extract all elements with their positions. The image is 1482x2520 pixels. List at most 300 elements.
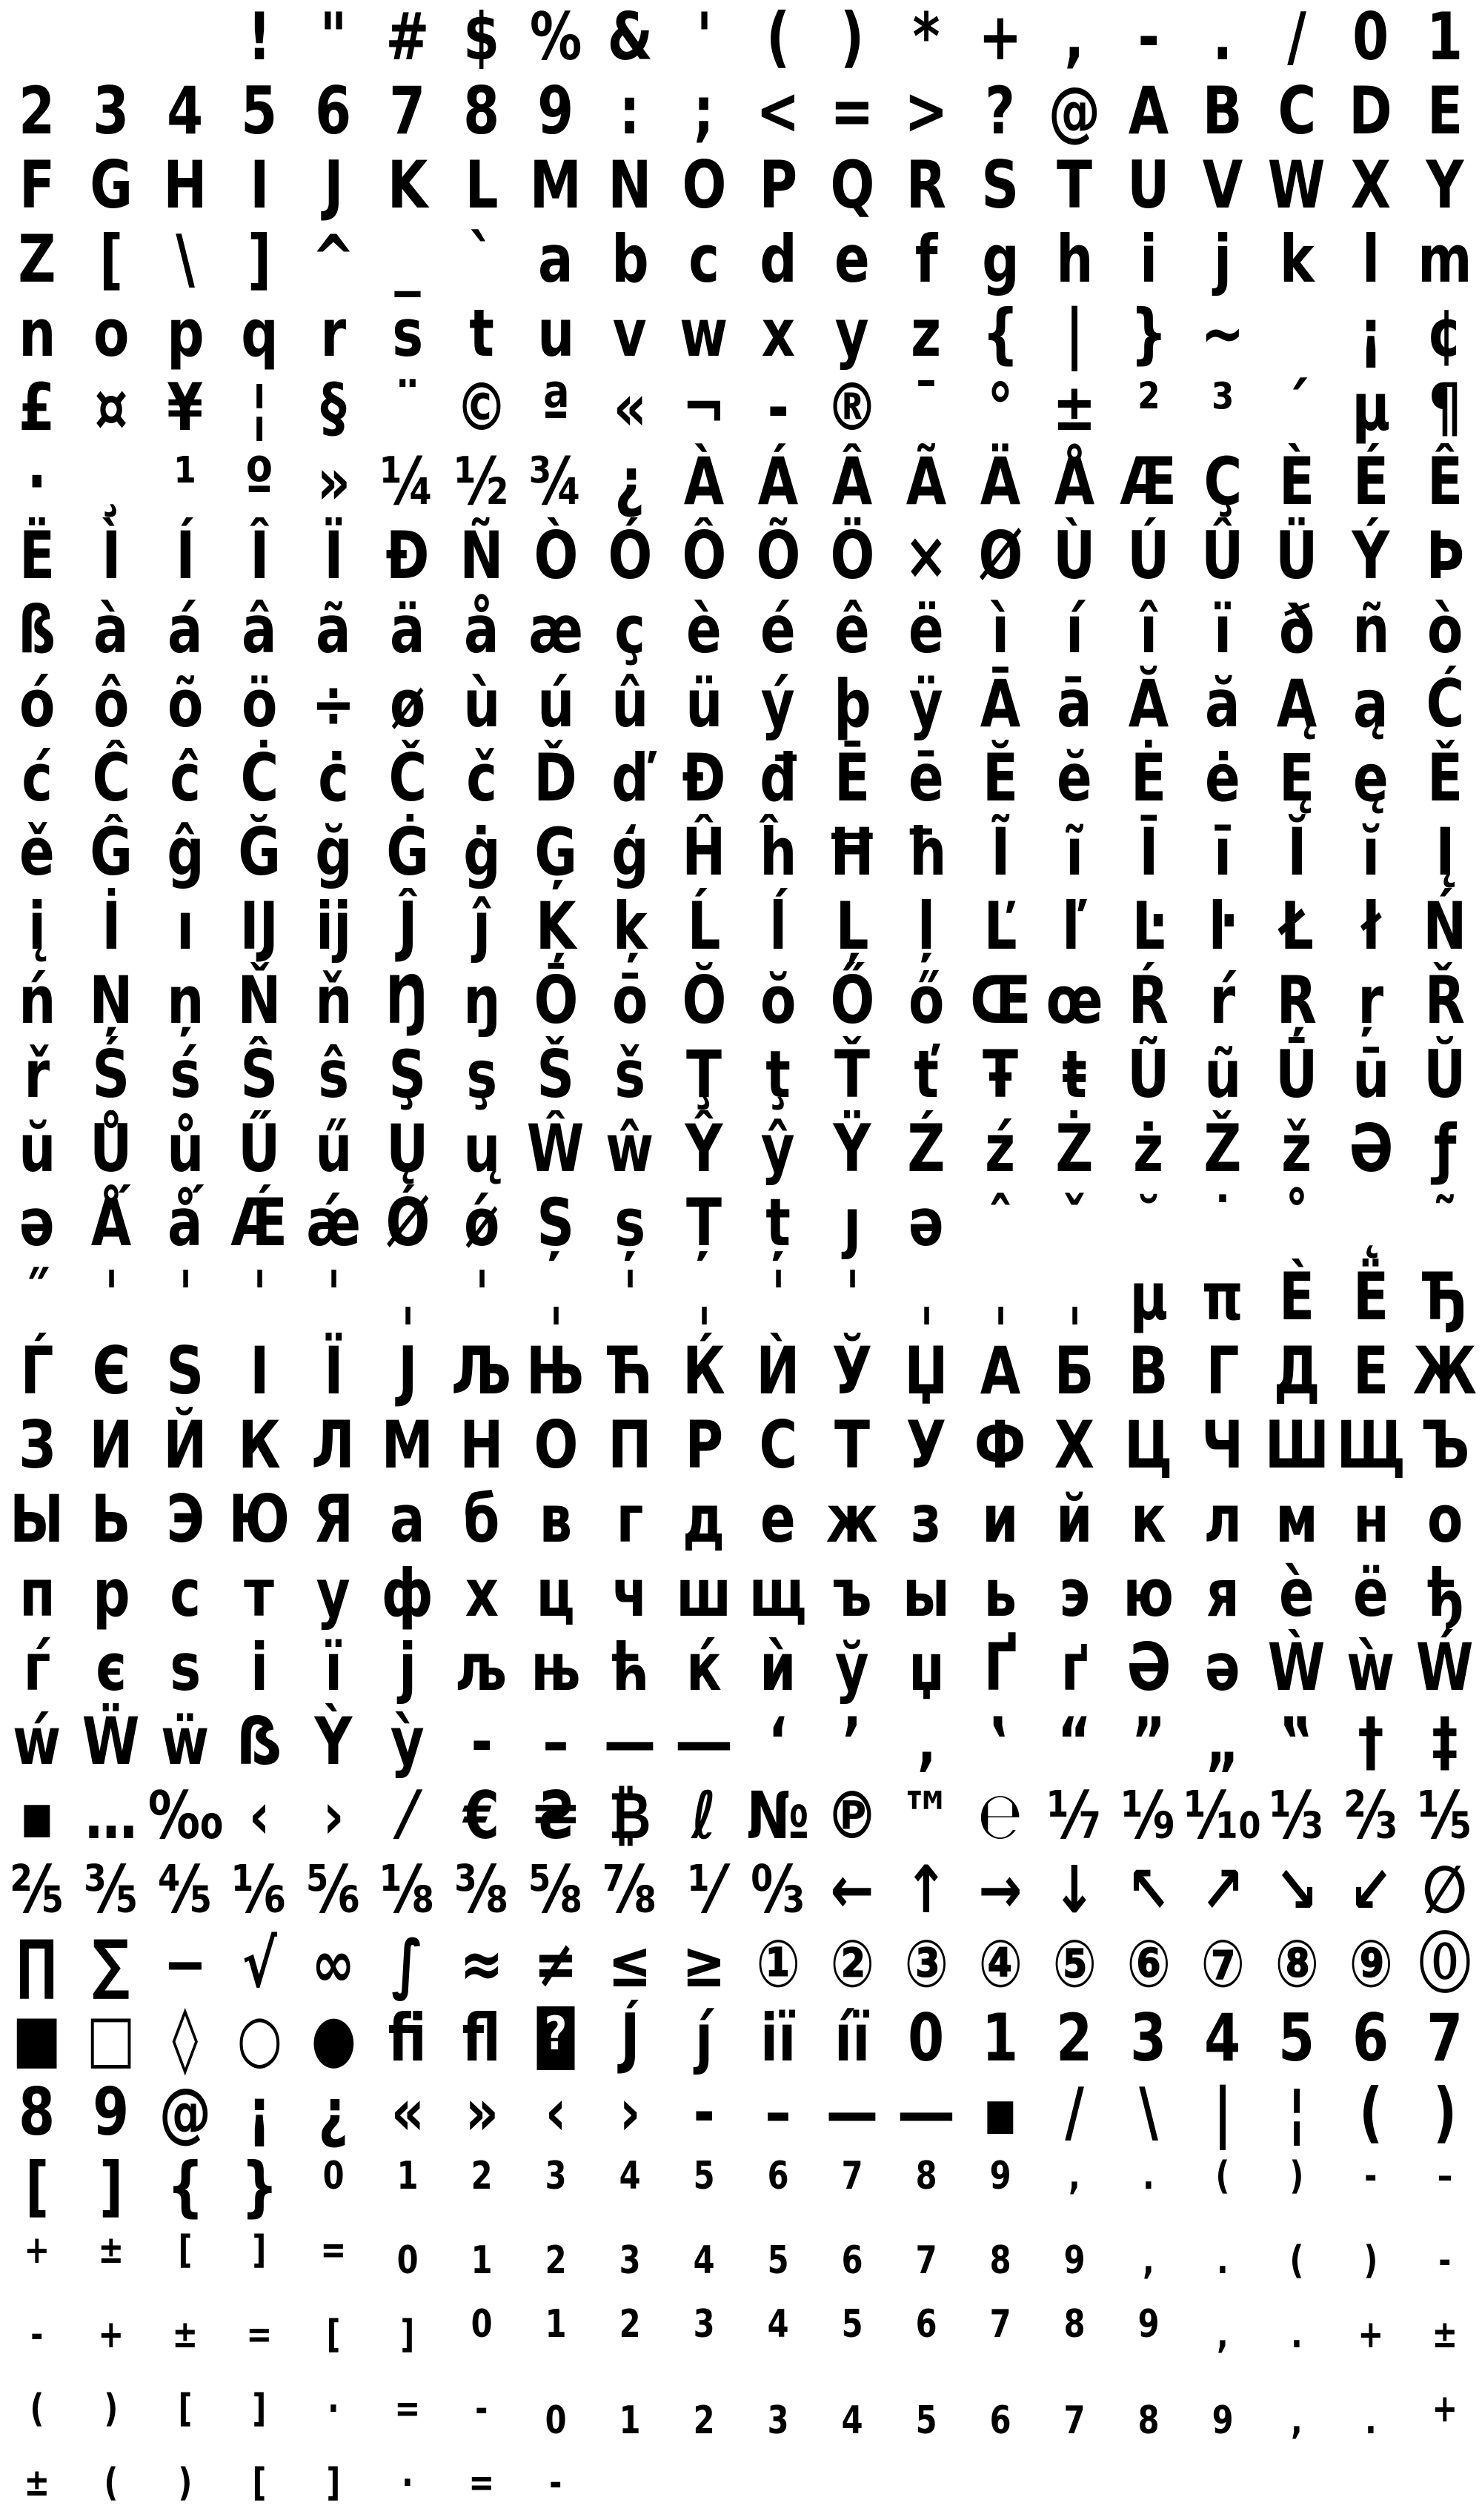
glyph-cell (1186, 1186, 1260, 1260)
glyph: с (170, 1555, 201, 1631)
glyph-cell (1260, 1556, 1334, 1631)
glyph-cell (519, 1631, 593, 1705)
glyph: Ė (1130, 740, 1167, 816)
glyph-cell (1037, 1705, 1112, 1779)
glyph-cell (741, 1186, 815, 1260)
glyph: Ż (1055, 1110, 1094, 1187)
glyph: Æ (1120, 443, 1177, 520)
glyph-cell (741, 1408, 815, 1482)
glyph: Ü (1275, 517, 1318, 594)
glyph: б (463, 1481, 500, 1557)
glyph: Љ (451, 1333, 512, 1409)
glyph-cell (1260, 371, 1334, 445)
glyph-cell (0, 1705, 74, 1779)
glyph: Д (1273, 1333, 1320, 1409)
glyph: € (463, 1777, 500, 1854)
glyph-cell (815, 2149, 889, 2224)
glyph: 3 (93, 73, 130, 149)
glyph: ũ (1203, 1036, 1242, 1113)
glyph-cell (519, 2075, 593, 2149)
glyph: ž (1281, 1110, 1312, 1187)
glyph: 4 (167, 73, 204, 149)
glyph-cell (593, 2446, 667, 2520)
glyph: 7 (389, 73, 426, 149)
glyph: ẁ (1346, 1629, 1395, 1705)
glyph-cell (741, 74, 815, 148)
glyph-cell (815, 148, 889, 222)
glyph: ˜ (1432, 1184, 1458, 1261)
glyph: ќ (686, 1629, 722, 1705)
glyph-cell (222, 1334, 296, 1408)
glyph-cell (1334, 2298, 1408, 2372)
glyph: 5 (767, 2238, 789, 2283)
glyph-cell (1334, 0, 1408, 74)
glyph-cell (889, 519, 963, 593)
glyph: [ (24, 2148, 50, 2224)
glyph: ŷ (761, 1110, 795, 1187)
glyph: ○ (236, 2000, 282, 2076)
glyph-cell (741, 1112, 815, 1186)
glyph: ÷ (311, 666, 356, 742)
glyph-cell (593, 815, 667, 889)
glyph: ^ (311, 221, 356, 297)
glyph-cell (1408, 593, 1482, 667)
glyph-cell (445, 593, 519, 667)
glyph: ė (1205, 740, 1240, 816)
glyph-cell (1408, 1631, 1482, 1705)
glyph: ÿ (909, 666, 943, 742)
glyph-cell (593, 2075, 667, 2149)
glyph: · (27, 443, 47, 520)
glyph-cell (963, 148, 1037, 222)
glyph: ¦ (1287, 2074, 1306, 2150)
glyph-cell (222, 2224, 296, 2298)
glyph-cell (815, 445, 889, 519)
glyph: ó (19, 666, 56, 742)
glyph-cell (593, 2001, 667, 2075)
glyph: ł (1360, 888, 1381, 964)
glyph: Б (1054, 1333, 1094, 1409)
glyph-cell (815, 1705, 889, 1779)
glyph: ŋ (462, 962, 501, 1038)
glyph-cell (222, 815, 296, 889)
glyph: Ł (1280, 888, 1314, 964)
glyph-cell (963, 519, 1037, 593)
glyph-cell (1112, 1927, 1186, 2001)
glyph: Ÿ (833, 1110, 871, 1187)
glyph-cell (1334, 1631, 1408, 1705)
glyph-cell (1408, 296, 1482, 371)
glyph-cell (519, 1482, 593, 1556)
glyph-cell (1260, 2075, 1334, 2149)
glyph-cell (1334, 1927, 1408, 2001)
glyph-cell (0, 74, 74, 148)
glyph-cell (889, 371, 963, 445)
glyph: ĭ (1361, 814, 1380, 890)
glyph-cell (1186, 741, 1260, 815)
glyph: ¾ (528, 443, 583, 520)
glyph: R (906, 147, 947, 223)
glyph-cell (1408, 0, 1482, 74)
glyph: ¸ (98, 443, 124, 520)
glyph-cell (296, 2075, 370, 2149)
glyph-cell (445, 2001, 519, 2075)
glyph-cell (815, 2224, 889, 2298)
glyph: Ğ (238, 814, 281, 890)
glyph: – (542, 1703, 569, 1780)
glyph: ↘ (1275, 1851, 1319, 1928)
glyph: г (616, 1481, 644, 1557)
glyph-cell (889, 1779, 963, 1853)
glyph-cell (370, 2001, 445, 2075)
glyph: ℓ (691, 1777, 717, 1854)
glyph-cell (74, 222, 148, 296)
glyph-cell (593, 964, 667, 1038)
glyph: ? (985, 73, 1016, 149)
glyph: Ŋ (385, 962, 430, 1038)
glyph: Ą (1276, 666, 1317, 742)
glyph-cell (1112, 1779, 1186, 1853)
glyph: ї (324, 1629, 343, 1705)
glyph-cell (1408, 964, 1482, 1038)
glyph: ˌ (918, 1259, 934, 1335)
glyph-cell (370, 1038, 445, 1112)
glyph: ș (614, 1184, 645, 1261)
glyph-cell (963, 2298, 1037, 2372)
glyph-cell (296, 74, 370, 148)
glyph: Ǽ (230, 1184, 288, 1261)
glyph-cell (148, 2149, 222, 2224)
glyph: C (1277, 73, 1316, 149)
glyph: z (911, 295, 942, 371)
glyph: ⑨ (1349, 1926, 1393, 2002)
glyph: ¦ (250, 369, 269, 445)
glyph-cell (815, 1038, 889, 1112)
glyph-cell (1037, 1631, 1112, 1705)
glyph: Г (1206, 1333, 1240, 1409)
glyph: ‘ (768, 1703, 788, 1780)
glyph: ⅝ (528, 1851, 583, 1928)
glyph: в (539, 1481, 573, 1557)
glyph-cell (296, 2446, 370, 2520)
glyph-cell (667, 2298, 741, 2372)
glyph-cell (1408, 1853, 1482, 1927)
glyph: 5 (241, 73, 278, 149)
glyph-cell (445, 1556, 519, 1631)
glyph: ] (326, 2461, 341, 2505)
glyph-cell (815, 1260, 889, 1334)
glyph-cell (74, 667, 148, 741)
glyph: û (611, 666, 649, 742)
glyph: ǿ (463, 1184, 500, 1261)
glyph: È (1278, 443, 1315, 520)
glyph-cell (815, 296, 889, 371)
glyph: ˌ (548, 1259, 564, 1335)
glyph: ¯ (913, 369, 940, 445)
glyph: â (242, 591, 277, 668)
glyph-cell (815, 741, 889, 815)
glyph: ™ (900, 1777, 953, 1854)
glyph: ˈ (251, 1259, 268, 1335)
glyph: Ó (608, 517, 652, 594)
glyph-cell (667, 371, 741, 445)
glyph-cell (222, 2446, 296, 2520)
glyph: А (980, 1333, 1021, 1409)
glyph: ¶ (1428, 369, 1462, 445)
glyph-cell (1334, 1186, 1408, 1260)
glyph-cell (1186, 1260, 1260, 1334)
glyph: å (464, 591, 499, 668)
glyph: 7 (1426, 2000, 1463, 2076)
glyph: k (1279, 221, 1315, 297)
glyph-cell (0, 1482, 74, 1556)
glyph: 5 (693, 2154, 715, 2198)
glyph-cell (1112, 1038, 1186, 1112)
glyph: ķ (612, 888, 648, 964)
glyph-cell (1112, 148, 1186, 222)
glyph: ℗ (825, 1777, 879, 1854)
glyph: ƒ (1433, 1110, 1457, 1187)
glyph: ˘ (1135, 1184, 1162, 1261)
glyph: „ (1205, 1703, 1240, 1780)
glyph-cell (815, 667, 889, 741)
glyph-cell (222, 1853, 296, 1927)
glyph-cell (519, 222, 593, 296)
glyph: ȷ (843, 1184, 862, 1261)
glyph-cell (1260, 2224, 1334, 2298)
glyph-cell (593, 1186, 667, 1260)
glyph-cell (519, 964, 593, 1038)
glyph-cell (148, 1927, 222, 2001)
glyph-cell (889, 1853, 963, 1927)
glyph-cell (1260, 889, 1334, 964)
glyph-cell (889, 2075, 963, 2149)
glyph: Ř (1424, 962, 1466, 1038)
glyph-cell (593, 2372, 667, 2446)
glyph-cell (445, 296, 519, 371)
glyph-cell (148, 2372, 222, 2446)
glyph: Ž (1203, 1110, 1242, 1187)
glyph-cell (1186, 2224, 1260, 2298)
glyph: à (93, 591, 129, 668)
glyph-cell (889, 2372, 963, 2446)
glyph: ә (1205, 1629, 1240, 1705)
glyph-cell (445, 889, 519, 964)
glyph-cell (74, 74, 148, 148)
glyph-cell (963, 445, 1037, 519)
glyph: ] (99, 2148, 124, 2224)
glyph: \ (1139, 2074, 1158, 2150)
glyph: ] (252, 2228, 267, 2272)
glyph-cell (519, 1927, 593, 2001)
glyph-cell (1334, 1334, 1408, 1408)
glyph: ы (903, 1555, 950, 1631)
glyph-cell (1260, 1705, 1334, 1779)
glyph-cell (593, 1705, 667, 1779)
glyph-cell (1334, 741, 1408, 815)
glyph: ȷ́ (694, 2000, 714, 2076)
glyph: ⅜ (454, 1851, 509, 1928)
glyph-cell (1037, 0, 1112, 74)
glyph: ] (247, 221, 272, 297)
glyph: Y (1426, 147, 1464, 223)
glyph: d (759, 221, 797, 297)
glyph-cell (296, 1779, 370, 1853)
glyph-cell (815, 2298, 889, 2372)
glyph: ľ (1062, 888, 1087, 964)
glyph: ő (908, 962, 945, 1038)
glyph: I (249, 147, 270, 223)
glyph-cell (1112, 222, 1186, 296)
glyph-cell (889, 1556, 963, 1631)
glyph-cell (889, 1038, 963, 1112)
glyph: ĺ (768, 888, 788, 964)
glyph-cell (1334, 296, 1408, 371)
glyph: m (1418, 221, 1472, 297)
glyph-cell (0, 2001, 74, 2075)
glyph: ō (611, 962, 648, 1038)
glyph: Ц (1124, 1407, 1173, 1483)
glyph: Ş (388, 1036, 427, 1113)
glyph-cell (296, 371, 370, 445)
glyph-cell (74, 1927, 148, 2001)
glyph: + (98, 2312, 124, 2357)
glyph: 6 (767, 2154, 789, 2198)
glyph: @ (159, 2074, 212, 2150)
glyph-cell (1112, 964, 1186, 1038)
glyph-cell (1112, 1705, 1186, 1779)
glyph-cell (370, 1334, 445, 1408)
glyph-cell (963, 1556, 1037, 1631)
glyph-cell (1408, 2075, 1482, 2149)
glyph-cell (889, 964, 963, 1038)
glyph-cell (519, 593, 593, 667)
glyph-cell (370, 815, 445, 889)
glyph-cell (519, 1705, 593, 1779)
glyph: Т (834, 1407, 871, 1483)
glyph-cell (370, 889, 445, 964)
glyph: F (19, 147, 56, 223)
glyph: 0 (471, 2302, 493, 2347)
glyph-cell (1037, 1112, 1112, 1186)
glyph-cell (74, 1482, 148, 1556)
glyph: Ì (101, 517, 122, 594)
glyph-cell (74, 741, 148, 815)
glyph-cell (667, 815, 741, 889)
glyph-cell (74, 371, 148, 445)
glyph-cell (667, 741, 741, 815)
glyph: [ (178, 2387, 193, 2431)
glyph-cell (741, 1853, 815, 1927)
glyph-cell (0, 0, 74, 74)
glyph: « (613, 369, 647, 445)
glyph-cell (370, 1408, 445, 1482)
glyph: Ę (1278, 740, 1315, 816)
glyph: ń (18, 962, 56, 1038)
glyph-cell (445, 1853, 519, 1927)
glyph: ³ (1211, 369, 1235, 445)
glyph-cell (74, 2224, 148, 2298)
glyph-cell (1260, 445, 1334, 519)
glyph-cell (1408, 1112, 1482, 1186)
glyph: ě (19, 814, 55, 890)
glyph: ī (1213, 814, 1232, 890)
glyph: С (759, 1407, 797, 1483)
glyph-cell (1334, 2075, 1408, 2149)
glyph-cell (1408, 222, 1482, 296)
glyph: İ (101, 888, 122, 964)
glyph-cell (1260, 1853, 1334, 1927)
glyph: ½ (454, 443, 509, 520)
glyph-cell (667, 1112, 741, 1186)
glyph: 0 (908, 2000, 945, 2076)
glyph-cell (1260, 2372, 1334, 2446)
glyph-cell (445, 1260, 519, 1334)
glyph-cell (593, 0, 667, 74)
glyph-cell (1334, 222, 1408, 296)
glyph: н (1352, 1481, 1389, 1557)
glyph: ↑ (904, 1851, 948, 1928)
glyph-cell (1260, 1927, 1334, 2001)
glyph-cell (296, 222, 370, 296)
glyph: ● (310, 2000, 356, 2076)
glyph: b (611, 221, 649, 297)
glyph: Õ (756, 517, 800, 594)
glyph: ; (693, 73, 715, 149)
glyph-cell (1186, 519, 1260, 593)
glyph-cell (0, 964, 74, 1038)
glyph: ‛ (990, 1703, 1011, 1780)
glyph: ₿ (608, 1777, 651, 1854)
glyph-cell (445, 1482, 519, 1556)
glyph-cell (296, 815, 370, 889)
glyph-cell (741, 222, 815, 296)
glyph-cell (1260, 519, 1334, 593)
glyph: ∑ (92, 1926, 130, 2002)
glyph-cell (1408, 1556, 1482, 1631)
glyph-cell (0, 2075, 74, 2149)
glyph: з (911, 1481, 942, 1557)
glyph: 8 (989, 2238, 1011, 2283)
glyph-cell (296, 1408, 370, 1482)
glyph: З (18, 1407, 56, 1483)
glyph: 7 (841, 2154, 863, 2198)
glyph: Ј (397, 1333, 418, 1409)
glyph: ‰ (147, 1777, 223, 1854)
glyph-cell (815, 1927, 889, 2001)
glyph-cell (741, 1482, 815, 1556)
glyph-cell (148, 1779, 222, 1853)
glyph-cell (445, 445, 519, 519)
glyph-cell (1408, 1482, 1482, 1556)
glyph: q (240, 295, 279, 371)
glyph: 1 (619, 2398, 641, 2443)
glyph: ä (390, 591, 425, 668)
glyph: ≠ (534, 1926, 578, 2002)
glyph-cell (1112, 296, 1186, 371)
glyph: ˆ (987, 1184, 1014, 1261)
glyph-cell (148, 296, 222, 371)
glyph: Ñ (459, 517, 504, 594)
glyph-cell (1112, 2001, 1186, 2075)
glyph: µ (1352, 369, 1390, 445)
glyph: ˇ (1061, 1184, 1088, 1261)
glyph-cell (889, 815, 963, 889)
glyph: @ (1048, 73, 1101, 149)
glyph-cell (1112, 371, 1186, 445)
glyph-cell (815, 519, 889, 593)
glyph-cell (815, 2372, 889, 2446)
